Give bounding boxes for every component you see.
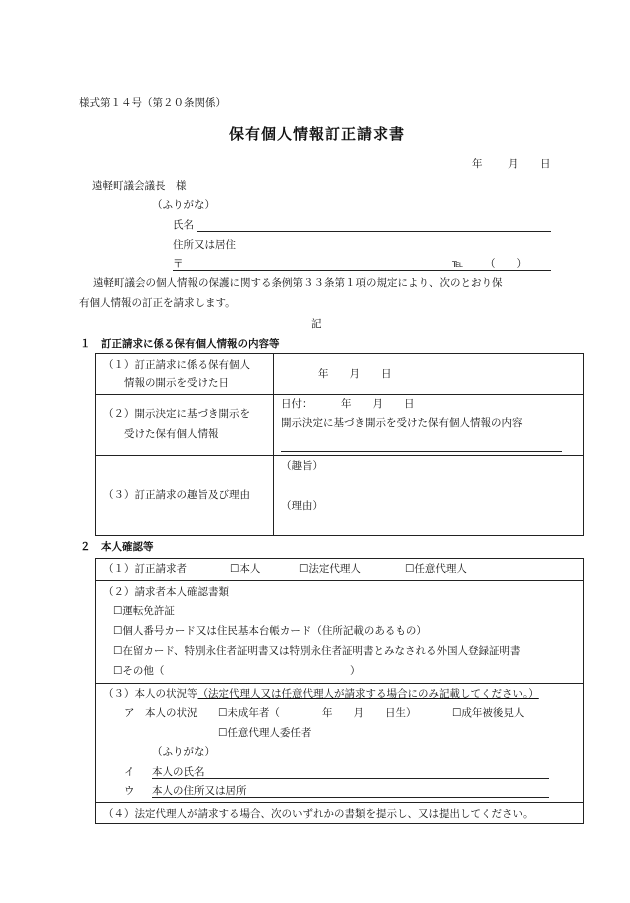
status-guardian-option[interactable]: ☐成年被後見人 [452, 707, 525, 719]
section2-row-divider-3 [95, 802, 584, 803]
row3-label: （３）訂正請求の趣旨及び理由 [103, 489, 250, 501]
row1-date[interactable]: 年 月 日 [318, 368, 392, 380]
tel-parens: （ ） [485, 258, 527, 270]
row3-purpose[interactable]: （趣旨） [281, 460, 323, 472]
form-title: 保有個人情報訂正請求書 [229, 125, 406, 143]
doc-other-option[interactable]: ☐その他（ [113, 665, 165, 677]
furigana-label: （ふりがな） [152, 199, 215, 211]
tel-label: ℡ [452, 258, 464, 270]
row2-date[interactable]: 年 月 日 [341, 398, 415, 410]
section1-row-divider-1 [95, 394, 584, 395]
row2-date-label: 日付： [281, 398, 313, 410]
section1-heading: １ 訂正請求に係る保有個人情報の内容等 [80, 338, 280, 350]
status-a-label: ア 本人の状況 [124, 707, 198, 719]
section2-heading: ２ 本人確認等 [80, 541, 154, 553]
doc-residence-option[interactable]: ☐在留カード、特別永住者証明書又は特別永住者証明書とみなされる外国人登録証明書 [113, 645, 521, 657]
status-minor-birthdate[interactable]: 年 月 日生） [322, 707, 417, 719]
status-agent-option[interactable]: ☐任意代理人委任者 [218, 727, 312, 739]
status-label-prefix: （３）本人の状況等 [103, 688, 198, 700]
name-label: 氏名 [173, 219, 194, 231]
section1-row-divider-2 [95, 455, 584, 456]
section1-column-divider [273, 353, 274, 536]
ki-label: 記 [311, 318, 322, 330]
intro-line-2: 有個人情報の訂正を請求します。 [79, 297, 236, 309]
status-u-marker: ウ [124, 785, 135, 797]
requester-voluntary-agent-option[interactable]: ☐任意代理人 [405, 563, 467, 575]
status-label-note: （法定代理人又は任意代理人が請求する場合にのみ記載してください。） [197, 688, 539, 700]
row2-label-line1: （２）開示決定に基づき開示を [103, 408, 250, 420]
principal-address-label: 本人の住所又は居所 [152, 785, 247, 797]
doc-other-close: ） [350, 665, 361, 677]
row2-content-label: 開示決定に基づき開示を受けた保有個人情報の内容 [281, 417, 523, 429]
date-month: 月 [508, 158, 519, 170]
row1-label-line2: 情報の開示を受けた日 [124, 377, 229, 389]
addressee: 遠軽町議会議長 様 [92, 180, 187, 192]
row1-label-line1: （１）訂正請求に係る保有個人 [103, 359, 250, 371]
address-field-line[interactable] [173, 270, 551, 271]
row3-reason[interactable]: （理由） [281, 500, 323, 512]
date-day: 日 [540, 158, 551, 170]
name-field-line[interactable] [197, 231, 551, 232]
status-minor-option[interactable]: ☐未成年者（ [218, 707, 280, 719]
form-number: 様式第１４号（第２０条関係） [79, 97, 226, 109]
section2-row-divider-1 [95, 580, 584, 581]
intro-line-1: 遠軽町議会の個人情報の保護に関する条例第３３条第１項の規定により、次のとおり保 [93, 277, 503, 289]
address-label: 住所又は居住 [173, 239, 236, 251]
status-i-marker: イ [124, 766, 135, 778]
status-furigana-label: （ふりがな） [152, 746, 215, 758]
principal-name-label: 本人の氏名 [152, 766, 205, 778]
legal-rep-note: （４）法定代理人が請求する場合、次のいずれかの書類を提示し、又は提出してください。 [103, 808, 534, 820]
requester-self-option[interactable]: ☐本人 [230, 563, 261, 575]
requester-label: （１）訂正請求者 [103, 563, 187, 575]
principal-address-line[interactable] [152, 797, 549, 798]
doc-license-option[interactable]: ☐運転免許証 [113, 605, 175, 617]
requester-legal-rep-option[interactable]: ☐法定代理人 [299, 563, 361, 575]
date-year: 年 [472, 158, 483, 170]
principal-name-line[interactable] [152, 778, 549, 779]
doc-mynumber-option[interactable]: ☐個人番号カード又は住民基本台帳カード（住所記載のあるもの） [113, 625, 427, 637]
section2-row-divider-2 [95, 683, 584, 684]
row2-label-line2: 受けた保有個人情報 [124, 428, 219, 440]
postal-mark: 〒 [173, 258, 184, 270]
docs-label: （２）請求者本人確認書類 [103, 586, 229, 598]
status-label [103, 688, 539, 701]
row2-content-line[interactable] [281, 451, 562, 452]
